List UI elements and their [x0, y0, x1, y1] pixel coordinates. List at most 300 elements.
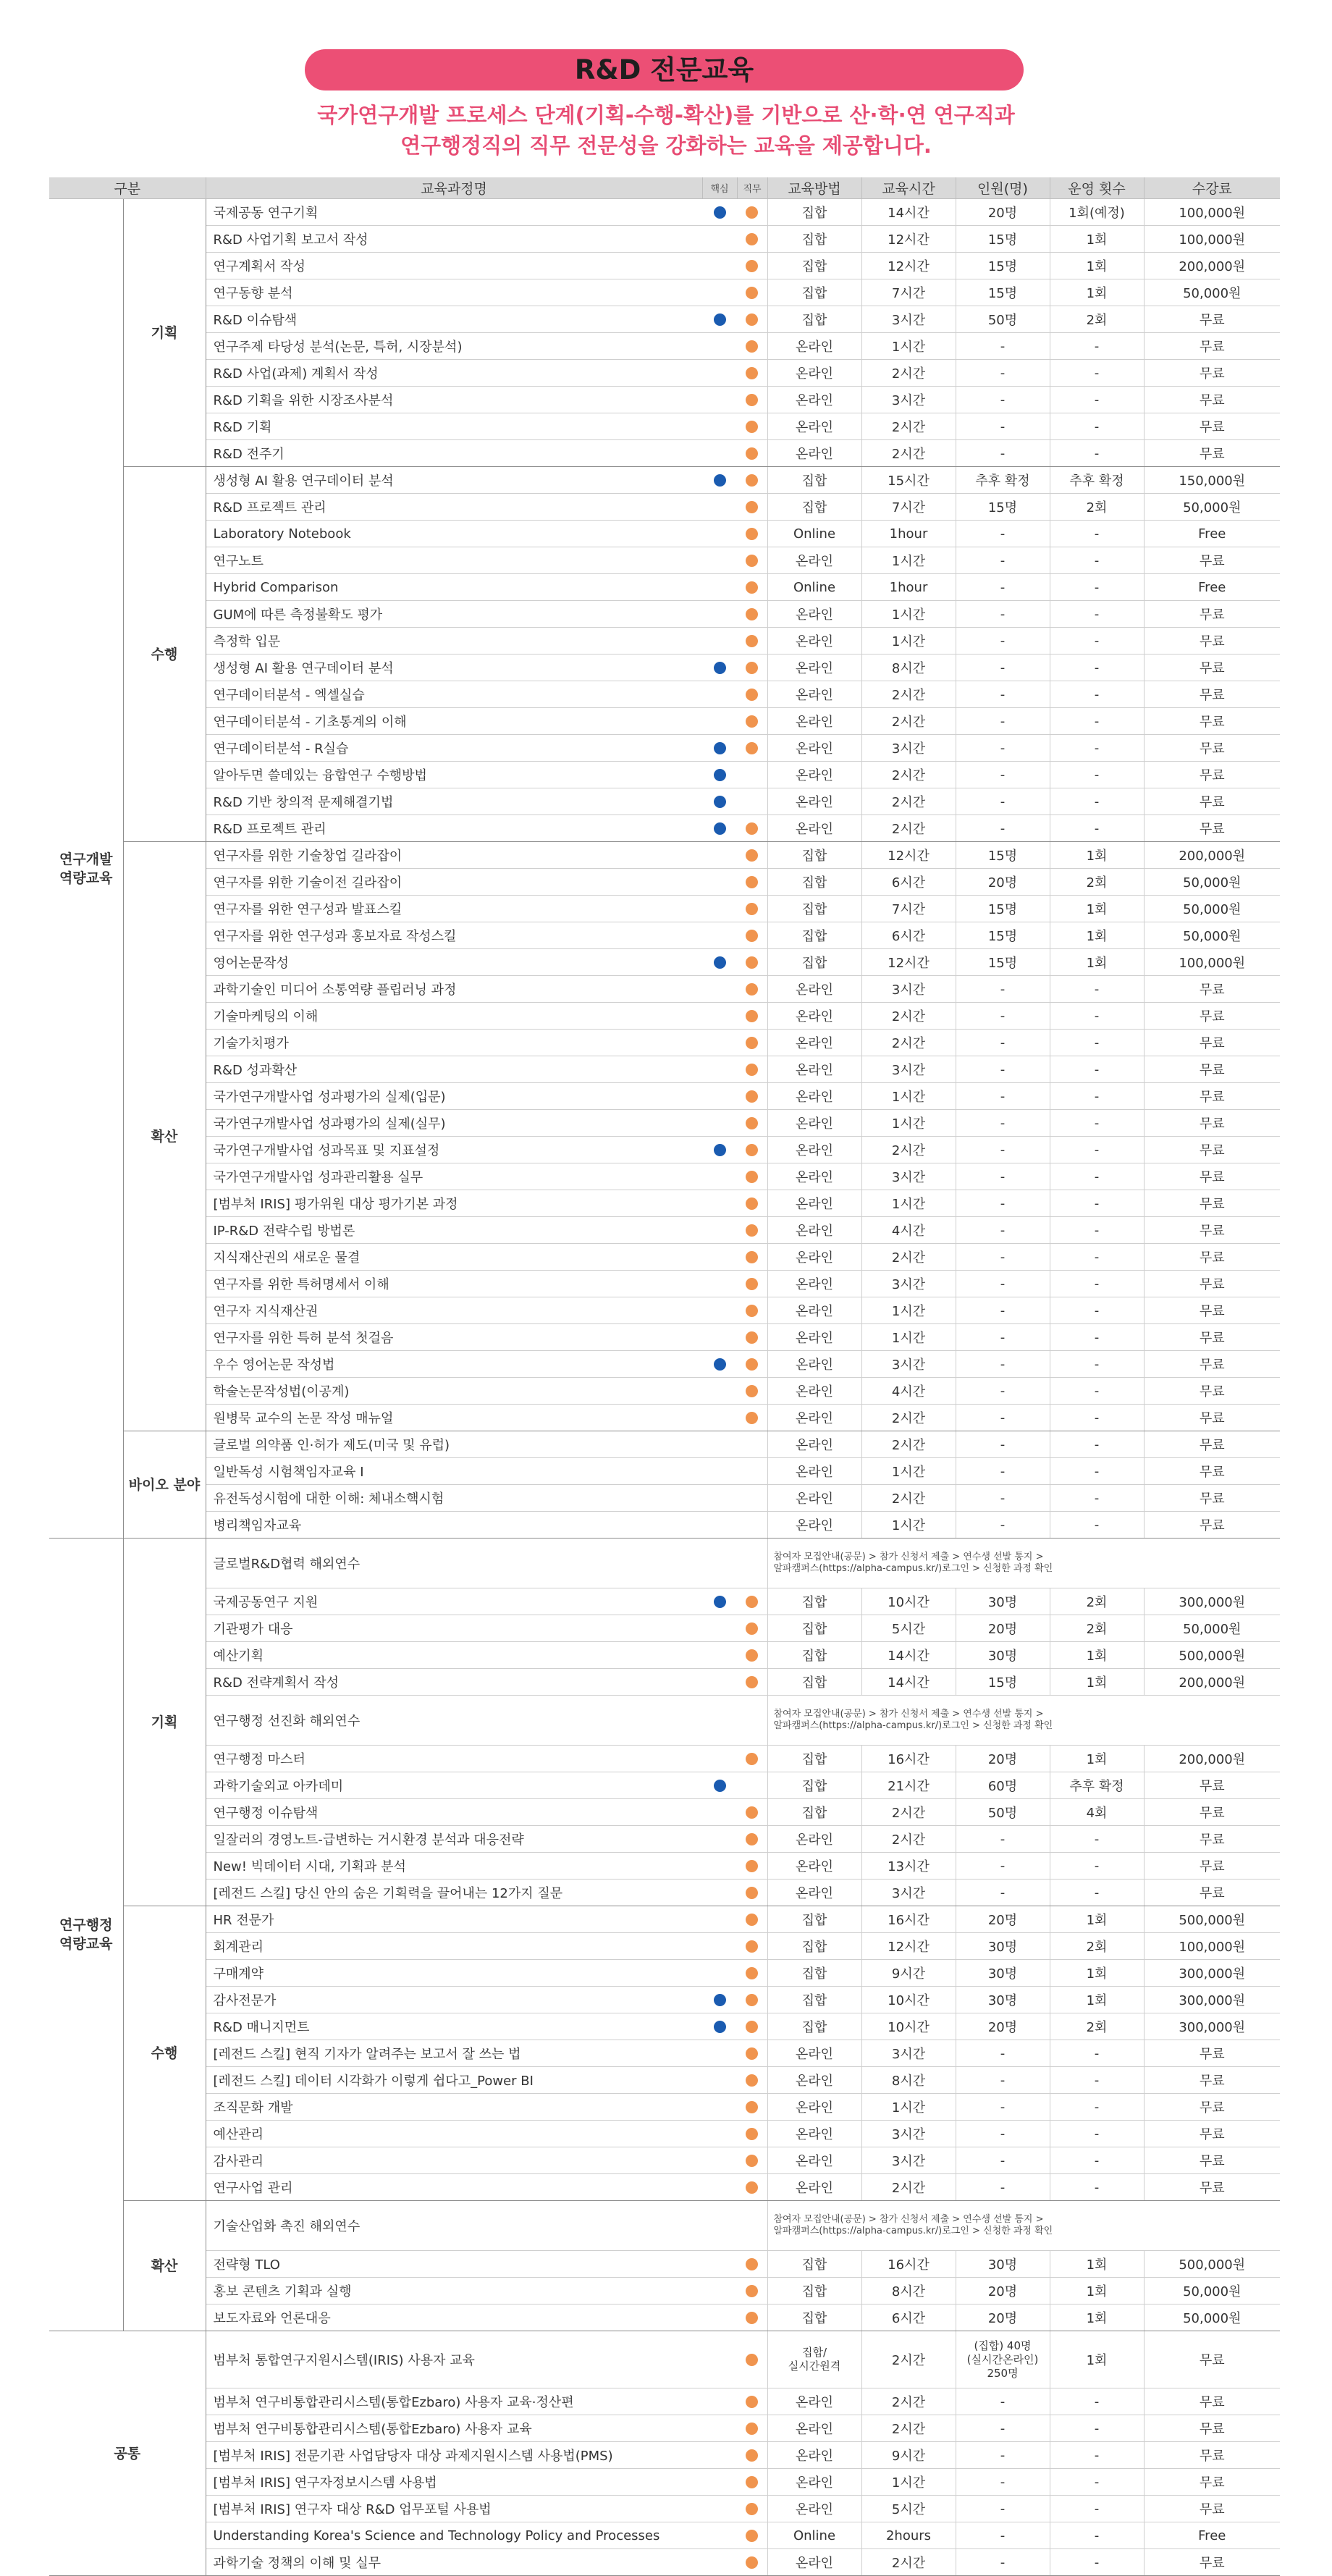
course-name: R&D 기획 [206, 413, 702, 440]
duty-marker-cell [737, 1297, 767, 1324]
people-cell: - [956, 1217, 1050, 1244]
fee-cell: 무료 [1144, 2496, 1280, 2522]
table-row [49, 2147, 1280, 2174]
course-name: 기술산업화 촉진 해외연수 [206, 2201, 702, 2251]
table-row [49, 628, 1280, 654]
table-row [49, 1933, 1280, 1960]
hours-cell: 12시간 [861, 1933, 956, 1960]
duty-marker-cell [737, 788, 767, 815]
runs-cell: - [1050, 1324, 1144, 1351]
people-cell: - [956, 2415, 1050, 2442]
people-cell: - [956, 1826, 1050, 1853]
duty-marker-cell [737, 1826, 767, 1853]
hours-cell: 16시간 [861, 2251, 956, 2278]
duty-marker-cell [737, 1351, 767, 1378]
hours-cell: 15시간 [861, 467, 956, 494]
course-name: 조직문화 개발 [206, 2094, 702, 2121]
course-name: 과학기술 정책의 이해 및 실무 [206, 2549, 702, 2576]
runs-cell: - [1050, 815, 1144, 842]
fee-cell: 200,000원 [1144, 1669, 1280, 1696]
fee-cell: 300,000원 [1144, 1960, 1280, 1987]
fee-cell: 무료 [1144, 1880, 1280, 1906]
table-header-row [49, 177, 1280, 199]
course-name: 영어논문작성 [206, 949, 702, 976]
course-name: 연구데이터분석 - R실습 [206, 735, 702, 762]
method-cell: 집합 [767, 1669, 861, 1696]
runs-cell: - [1050, 1003, 1144, 1030]
method-cell: 집합 [767, 467, 861, 494]
core-marker-cell [702, 2067, 737, 2094]
duty-marker-cell [737, 387, 767, 413]
people-cell: 20명 [956, 199, 1050, 226]
fee-cell: 무료 [1144, 1351, 1280, 1378]
duty-marker-cell [737, 1110, 767, 1137]
duty-marker-cell [737, 1615, 767, 1642]
course-name: 우수 영어논문 작성법 [206, 1351, 702, 1378]
duty-dot-icon [746, 742, 758, 754]
people-cell: - [956, 815, 1050, 842]
hours-cell: 1시간 [861, 2094, 956, 2121]
method-cell: 온라인 [767, 387, 861, 413]
hours-cell: 14시간 [861, 199, 956, 226]
method-cell: 집합 [767, 226, 861, 253]
runs-cell: 1회 [1050, 842, 1144, 869]
fee-cell: 무료 [1144, 1110, 1280, 1137]
core-marker-cell [702, 896, 737, 922]
table-row [49, 1030, 1280, 1056]
hours-cell: 3시간 [861, 2040, 956, 2067]
runs-cell: 2회 [1050, 2013, 1144, 2040]
duty-marker-cell [737, 279, 767, 306]
table-row [49, 226, 1280, 253]
duty-dot-icon [746, 2101, 758, 2113]
method-cell: 집합 [767, 306, 861, 333]
duty-dot-icon [746, 1967, 758, 1979]
fee-cell: 100,000원 [1144, 1933, 1280, 1960]
fee-cell: 무료 [1144, 654, 1280, 681]
table-row [49, 333, 1280, 360]
duty-marker-cell [737, 1512, 767, 1539]
method-cell: 온라인 [767, 1880, 861, 1906]
hours-cell: 3시간 [861, 735, 956, 762]
duty-dot-icon [746, 608, 758, 620]
hours-cell: 7시간 [861, 279, 956, 306]
duty-dot-icon [746, 287, 758, 299]
runs-cell: 1회 [1050, 2251, 1144, 2278]
hours-cell: 1시간 [861, 1512, 956, 1539]
method-cell: 집합 [767, 253, 861, 279]
duty-dot-icon [746, 2476, 758, 2488]
people-cell: 30명 [956, 1987, 1050, 2013]
runs-cell: - [1050, 601, 1144, 628]
course-name: 기술가치평가 [206, 1030, 702, 1056]
core-marker-cell [702, 1642, 737, 1669]
core-marker-cell [702, 922, 737, 949]
fee-cell: 무료 [1144, 440, 1280, 467]
method-cell: 온라인 [767, 1003, 861, 1030]
runs-cell: - [1050, 2040, 1144, 2067]
duty-dot-icon [746, 2258, 758, 2270]
fee-cell: 무료 [1144, 628, 1280, 654]
method-cell: 온라인 [767, 2147, 861, 2174]
course-name: 범부처 통합연구지원시스템(IRIS) 사용자 교육 [206, 2331, 702, 2388]
duty-marker-cell [737, 494, 767, 521]
core-marker-cell [702, 2121, 737, 2147]
course-name: 국제공동 연구기획 [206, 199, 702, 226]
core-marker-cell [702, 1960, 737, 1987]
runs-cell: - [1050, 2549, 1144, 2576]
course-name: 기관평가 대응 [206, 1615, 702, 1642]
hours-cell: 3시간 [861, 1056, 956, 1083]
people-cell: - [956, 2147, 1050, 2174]
hours-cell: 6시간 [861, 869, 956, 896]
stage-cell: 기획 [123, 1539, 206, 1906]
runs-cell: 2회 [1050, 1588, 1144, 1615]
core-marker-cell [702, 2201, 737, 2251]
table-row [49, 1083, 1280, 1110]
method-cell: 온라인 [767, 2388, 861, 2415]
course-name: R&D 사업(과제) 계획서 작성 [206, 360, 702, 387]
runs-cell: - [1050, 1190, 1144, 1217]
course-name: Hybrid Comparison [206, 574, 702, 601]
people-cell: - [956, 1110, 1050, 1137]
hours-cell: 1시간 [861, 628, 956, 654]
table-row [49, 2522, 1280, 2549]
duty-marker-cell [737, 1217, 767, 1244]
hours-cell: 1시간 [861, 1297, 956, 1324]
hours-cell: 1시간 [861, 547, 956, 574]
fee-cell: 무료 [1144, 1030, 1280, 1056]
duty-marker-cell [737, 1588, 767, 1615]
fee-cell: 300,000원 [1144, 1588, 1280, 1615]
runs-cell: 1회 [1050, 922, 1144, 949]
core-dot-icon [714, 822, 726, 835]
hours-cell: 1시간 [861, 601, 956, 628]
course-name: 전략형 TLO [206, 2251, 702, 2278]
course-name: 알아두면 쓸데있는 융합연구 수행방법 [206, 762, 702, 788]
course-name: 원병묵 교수의 논문 작성 매뉴얼 [206, 1405, 702, 1431]
table-row [49, 1190, 1280, 1217]
fee-cell: 무료 [1144, 547, 1280, 574]
course-name: 지식재산권의 새로운 물결 [206, 1244, 702, 1271]
runs-cell: - [1050, 360, 1144, 387]
duty-marker-cell [737, 199, 767, 226]
method-cell: 집합 [767, 896, 861, 922]
people-cell: 50명 [956, 1799, 1050, 1826]
people-cell: - [956, 1431, 1050, 1458]
header-hours: 교육시간 [861, 177, 956, 199]
people-cell: - [956, 976, 1050, 1003]
runs-cell: - [1050, 2067, 1144, 2094]
people-cell: 15명 [956, 922, 1050, 949]
duty-marker-cell [737, 1458, 767, 1485]
course-name: 구매계약 [206, 1960, 702, 1987]
core-marker-cell [702, 1324, 737, 1351]
runs-cell: 1회 [1050, 253, 1144, 279]
course-name: HR 전문가 [206, 1906, 702, 1933]
table-row [49, 2415, 1280, 2442]
method-cell: 집합/ 실시간원격 [767, 2331, 861, 2388]
table-row [49, 1960, 1280, 1987]
duty-dot-icon [746, 474, 758, 487]
core-marker-cell [702, 1110, 737, 1137]
people-cell: - [956, 413, 1050, 440]
duty-marker-cell [737, 1746, 767, 1772]
hours-cell: 2시간 [861, 1030, 956, 1056]
people-cell: - [956, 333, 1050, 360]
fee-cell: 무료 [1144, 1190, 1280, 1217]
runs-cell: 4회 [1050, 1799, 1144, 1826]
runs-cell: 1회 [1050, 949, 1144, 976]
fee-cell: 무료 [1144, 1378, 1280, 1405]
runs-cell: - [1050, 2522, 1144, 2549]
hours-cell: 12시간 [861, 226, 956, 253]
table-row [49, 1271, 1280, 1297]
fee-cell: 50,000원 [1144, 1615, 1280, 1642]
core-marker-cell [702, 2013, 737, 2040]
method-cell: 온라인 [767, 1083, 861, 1110]
core-marker-cell [702, 1853, 737, 1880]
fee-cell: 무료 [1144, 1799, 1280, 1826]
method-cell: 온라인 [767, 1271, 861, 1297]
people-cell: 추후 확정 [956, 467, 1050, 494]
hours-cell: 1hour [861, 574, 956, 601]
course-name: R&D 기반 창의적 문제해결기법 [206, 788, 702, 815]
runs-cell: - [1050, 1030, 1144, 1056]
method-cell: 온라인 [767, 1110, 861, 1137]
duty-dot-icon [746, 1914, 758, 1926]
core-marker-cell [702, 199, 737, 226]
fee-cell: 무료 [1144, 1271, 1280, 1297]
table-row [49, 1642, 1280, 1669]
table-row [49, 1615, 1280, 1642]
duty-marker-cell [737, 2201, 767, 2251]
runs-cell: - [1050, 1853, 1144, 1880]
duty-marker-cell [737, 2415, 767, 2442]
method-cell: 온라인 [767, 1378, 861, 1405]
method-cell: Online [767, 521, 861, 547]
hours-cell: 6시간 [861, 2304, 956, 2331]
fee-cell: 무료 [1144, 413, 1280, 440]
core-marker-cell [702, 842, 737, 869]
runs-cell: - [1050, 1163, 1144, 1190]
course-name: 측정학 입문 [206, 628, 702, 654]
duty-dot-icon [746, 2074, 758, 2087]
duty-marker-cell [737, 1190, 767, 1217]
hours-cell: 14시간 [861, 1642, 956, 1669]
hours-cell: 2시간 [861, 762, 956, 788]
duty-marker-cell [737, 762, 767, 788]
course-name: 연구행정 선진화 해외연수 [206, 1696, 702, 1746]
course-name: 일반독성 시험책임자교육 Ⅰ [206, 1458, 702, 1485]
people-cell: - [956, 1190, 1050, 1217]
core-marker-cell [702, 1244, 737, 1271]
core-dot-icon [714, 1144, 726, 1156]
core-dot-icon [714, 1596, 726, 1608]
people-cell: - [956, 1485, 1050, 1512]
method-cell: 온라인 [767, 788, 861, 815]
method-cell: 온라인 [767, 976, 861, 1003]
fee-cell: 무료 [1144, 815, 1280, 842]
fee-cell: 무료 [1144, 2331, 1280, 2388]
duty-dot-icon [746, 1622, 758, 1635]
course-name: 연구행정 마스터 [206, 1746, 702, 1772]
hours-cell: 13시간 [861, 1853, 956, 1880]
fee-cell: 무료 [1144, 2067, 1280, 2094]
runs-cell: - [1050, 1351, 1144, 1378]
people-cell: - [956, 360, 1050, 387]
method-cell: 집합 [767, 1933, 861, 1960]
fee-cell: 무료 [1144, 2174, 1280, 2201]
method-cell: 집합 [767, 842, 861, 869]
people-cell: 20명 [956, 869, 1050, 896]
duty-dot-icon [746, 421, 758, 433]
header-core: 핵심 [702, 177, 737, 199]
core-dot-icon [714, 206, 726, 219]
course-name: R&D 기획을 위한 시장조사분석 [206, 387, 702, 413]
core-marker-cell [702, 521, 737, 547]
people-cell: 15명 [956, 842, 1050, 869]
core-marker-cell [702, 1083, 737, 1110]
hours-cell: 2시간 [861, 413, 956, 440]
method-cell: 온라인 [767, 2415, 861, 2442]
table-row [49, 2469, 1280, 2496]
method-cell: 집합 [767, 279, 861, 306]
table-row [49, 1512, 1280, 1539]
table-row [49, 1826, 1280, 1853]
people-cell: 15명 [956, 1669, 1050, 1696]
duty-marker-cell [737, 896, 767, 922]
core-marker-cell [702, 949, 737, 976]
fee-cell: 무료 [1144, 2121, 1280, 2147]
table-row [49, 1324, 1280, 1351]
page-subtitle [0, 100, 1332, 161]
fee-cell: 무료 [1144, 1003, 1280, 1030]
duty-dot-icon [746, 2354, 758, 2366]
people-cell: - [956, 1853, 1050, 1880]
people-cell: - [956, 1405, 1050, 1431]
duty-marker-cell [737, 1431, 767, 1458]
table-row [49, 1880, 1280, 1906]
hours-cell: 5시간 [861, 1615, 956, 1642]
duty-dot-icon [746, 1090, 758, 1103]
course-name: 감사전문가 [206, 1987, 702, 2013]
stage-cell: 바이오 분야 [123, 1431, 206, 1539]
table-row [49, 2174, 1280, 2201]
table-row [49, 253, 1280, 279]
duty-marker-cell [737, 2522, 767, 2549]
fee-cell: 100,000원 [1144, 949, 1280, 976]
table-row [49, 1056, 1280, 1083]
runs-cell: - [1050, 2147, 1144, 2174]
people-cell: - [956, 440, 1050, 467]
fee-cell: 50,000원 [1144, 2304, 1280, 2331]
course-name: 국제공동연구 지원 [206, 1588, 702, 1615]
runs-cell: 1회 [1050, 1669, 1144, 1696]
table-row [49, 1485, 1280, 1512]
course-name: R&D 전략계획서 작성 [206, 1669, 702, 1696]
course-name: [범부처 IRIS] 전문기관 사업담당자 대상 과제지원시스템 사용법(PMS) [206, 2442, 702, 2469]
duty-dot-icon [746, 1224, 758, 1237]
method-cell: 집합 [767, 2278, 861, 2304]
duty-marker-cell [737, 1799, 767, 1826]
method-cell: 온라인 [767, 2549, 861, 2576]
core-marker-cell [702, 2415, 737, 2442]
fee-cell: 300,000원 [1144, 2013, 1280, 2040]
duty-dot-icon [746, 849, 758, 862]
table-row [49, 494, 1280, 521]
hours-cell: 4시간 [861, 1217, 956, 1244]
people-cell: - [956, 2549, 1050, 2576]
core-dot-icon [714, 313, 726, 326]
runs-cell: - [1050, 1083, 1144, 1110]
duty-marker-cell [737, 2278, 767, 2304]
hours-cell: 2시간 [861, 681, 956, 708]
course-name: 연구자 지식재산권 [206, 1297, 702, 1324]
duty-marker-cell [737, 2147, 767, 2174]
method-cell: 집합 [767, 1772, 861, 1799]
duty-dot-icon [746, 2047, 758, 2060]
course-name: 연구주제 타당성 분석(논문, 특허, 시장분석) [206, 333, 702, 360]
runs-cell: - [1050, 1880, 1144, 1906]
core-marker-cell [702, 1030, 737, 1056]
method-cell: 온라인 [767, 1458, 861, 1485]
duty-marker-cell [737, 2067, 767, 2094]
duty-dot-icon [746, 1197, 758, 1210]
fee-cell: 무료 [1144, 1217, 1280, 1244]
course-name: [범부처 IRIS] 연구자 대상 R&D 업무포털 사용법 [206, 2496, 702, 2522]
runs-cell: 1회 [1050, 1987, 1144, 2013]
people-cell: - [956, 2121, 1050, 2147]
fee-cell: 100,000원 [1144, 199, 1280, 226]
duty-marker-cell [737, 654, 767, 681]
duty-marker-cell [737, 226, 767, 253]
duty-marker-cell [737, 1880, 767, 1906]
table-row [49, 654, 1280, 681]
duty-dot-icon [746, 689, 758, 701]
fee-cell: 무료 [1144, 1485, 1280, 1512]
people-cell: - [956, 387, 1050, 413]
hours-cell: 8시간 [861, 2067, 956, 2094]
duty-dot-icon [746, 983, 758, 996]
course-name: 일잘러의 경영노트-급변하는 거시환경 분석과 대응전략 [206, 1826, 702, 1853]
runs-cell: 1회 [1050, 279, 1144, 306]
core-marker-cell [702, 1431, 737, 1458]
core-marker-cell [702, 226, 737, 253]
runs-cell: - [1050, 788, 1144, 815]
duty-marker-cell [737, 708, 767, 735]
core-marker-cell [702, 333, 737, 360]
duty-marker-cell [737, 1324, 767, 1351]
course-name: [레전드 스킬] 당신 안의 숨은 기획력을 끌어내는 12가지 질문 [206, 1880, 702, 1906]
table-row [49, 1906, 1280, 1933]
people-cell: - [956, 2469, 1050, 2496]
duty-dot-icon [746, 260, 758, 272]
duty-dot-icon [746, 715, 758, 728]
hours-cell: 6시간 [861, 922, 956, 949]
stage-cell: 수행 [123, 467, 206, 842]
hours-cell: 2시간 [861, 2388, 956, 2415]
runs-cell: - [1050, 1110, 1144, 1137]
core-marker-cell [702, 1880, 737, 1906]
people-cell: - [956, 1297, 1050, 1324]
core-marker-cell [702, 1696, 737, 1746]
fee-cell: 무료 [1144, 1512, 1280, 1539]
table-row [49, 1669, 1280, 1696]
hours-cell: 1시간 [861, 1458, 956, 1485]
table-row [49, 922, 1280, 949]
core-marker-cell [702, 1217, 737, 1244]
